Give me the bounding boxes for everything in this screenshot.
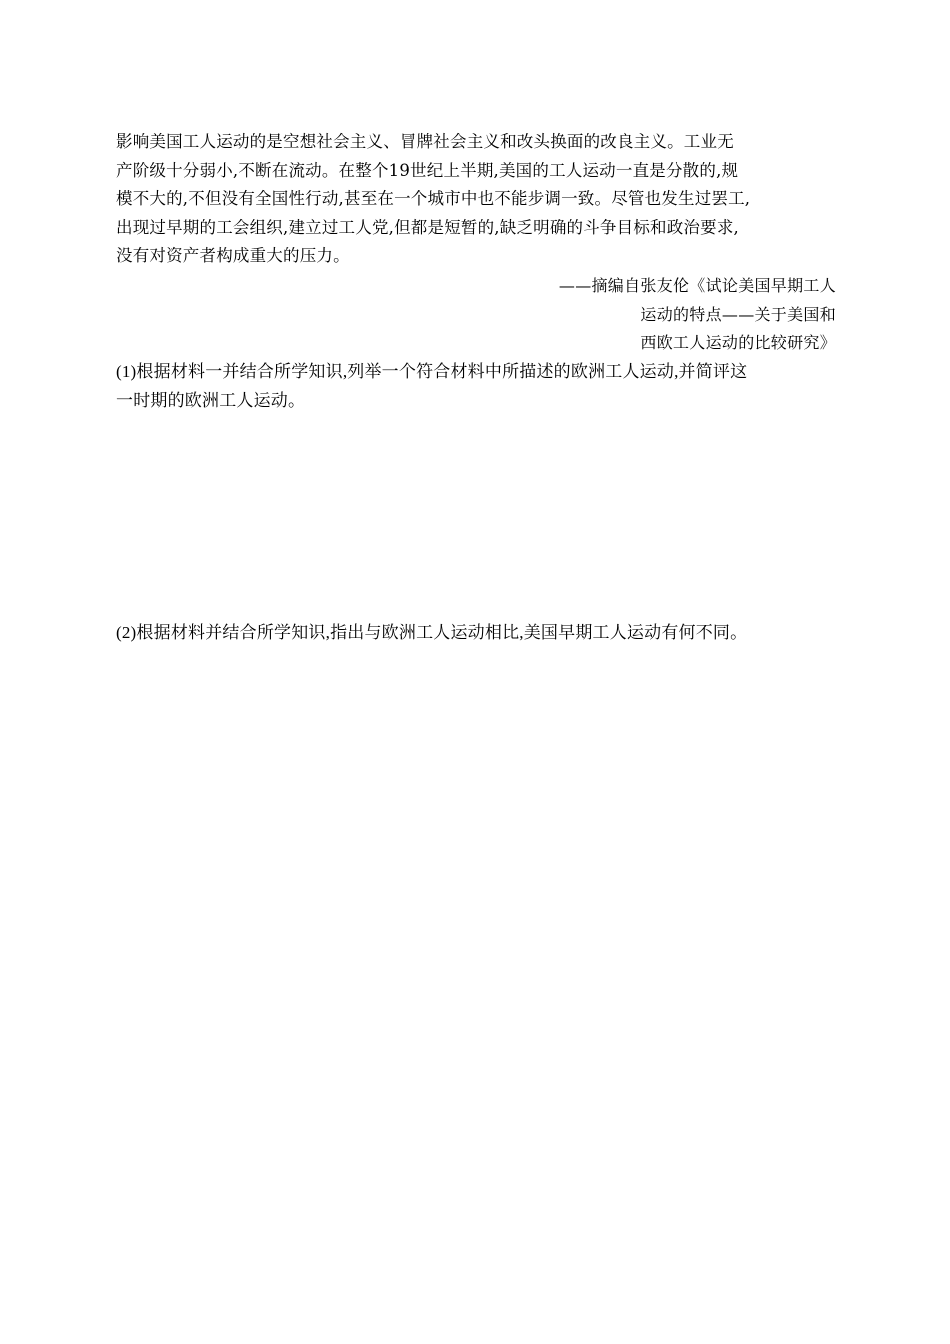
passage-line: 出现过早期的工会组织,建立过工人党,但都是短暂的,缺乏明确的斗争目标和政治要求,	[116, 217, 739, 237]
question-line: (1)根据材料一并结合所学知识,列举一个符合材料中所描述的欧洲工人运动,并简评这	[116, 362, 748, 381]
question-2	[116, 618, 747, 647]
question-1	[116, 357, 747, 415]
answer-space-2	[116, 652, 836, 1272]
answer-space-1	[116, 420, 836, 610]
source-passage	[116, 128, 836, 271]
citation-line: 运动的特点——关于美国和	[640, 304, 836, 324]
source-citation	[559, 272, 836, 358]
question-line: 一时期的欧洲工人运动。	[116, 391, 306, 410]
passage-line: 影响美国工人运动的是空想社会主义、冒牌社会主义和改头换面的改良主义。工业无	[116, 132, 734, 151]
citation-line: 西欧工人运动的比较研究》	[640, 333, 836, 352]
passage-line: 模不大的,不但没有全国性行动,甚至在一个城市中也不能步调一致。尽管也发生过罢工,	[116, 189, 751, 208]
citation-line: ——摘编自张友伦《试论美国早期工人	[558, 276, 836, 295]
question-line: (2)根据材料并结合所学知识,指出与欧洲工人运动相比,美国早期工人运动有何不同。	[116, 623, 748, 642]
passage-line: 没有对资产者构成重大的压力。	[116, 246, 350, 265]
passage-line: 产阶级十分弱小,不断在流动。在整个19世纪上半期,美国的工人运动一直是分散的,规	[116, 160, 739, 180]
